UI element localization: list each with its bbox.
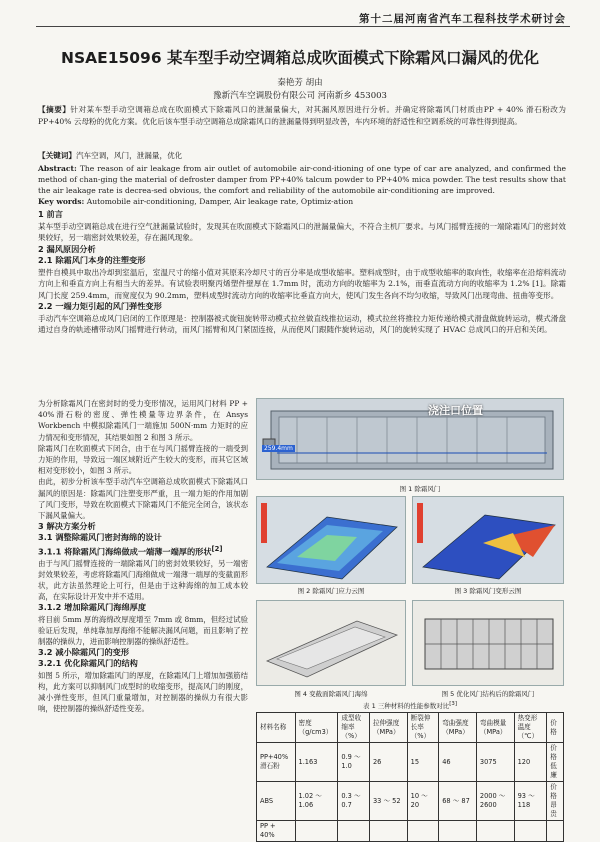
table-cell: 120 [514, 743, 547, 782]
left-para-2: 除霜风门在吹面模式下闭合，由于在与风门摇臂连接的一端受到力矩的作用，导致远一端区域附近产生较大的变形，而其它区域相对变形较小，如图 3 所示。 [38, 443, 248, 476]
table-cell [439, 821, 477, 842]
abstract-cn [38, 104, 566, 127]
figure-4-image [256, 600, 406, 686]
table-cell [514, 821, 547, 842]
keywords-en-label: Key words: [38, 197, 85, 206]
table-header-cell: 弯曲强度（MPa） [439, 713, 477, 743]
variable-section-foam [257, 601, 407, 687]
table-1-caption-ref: [3] [449, 701, 457, 707]
running-header: 第十二届河南省汽车工程科技学术研讨会 [359, 13, 566, 25]
abstract-cn-text: 针对某车型手动空调箱总成在吹面模式下除霜风口的泄漏量偏大，对其漏风原因进行分析。并确定将除霜风门材质由PP + 40% 滑石粉改为PP+40% 云母粉的优化方案。优化后该车型手动空调箱总成除霜风口的泄漏量得到明显改善，车内环境的舒适性和空调系统的可靠性得到提高。 [38, 105, 566, 126]
header-rule [36, 26, 570, 27]
table-cell [295, 821, 338, 842]
figure-3-image [412, 496, 564, 584]
table-header-cell: 材料名称 [257, 713, 296, 743]
table-cell: 0.3 ～ 0.7 [338, 782, 370, 821]
left-para-1: 为分析除霜风门在密封时的受力变形情况，运用风门材料 PP + 40%滑石粉的密度、弹性模量等边界条件，在 Ansys Workbench 中模拟除霜风门一端施加 500N·mm 力矩时的应力情况和变形情况，其结果如图 2 和图 3 所示。 [38, 399, 248, 442]
table-cell: 2000 ～ 2600 [476, 782, 514, 821]
material-table [256, 712, 564, 842]
table-cell: 15 [407, 743, 439, 782]
table-cell: 1.02 ～ 1.06 [295, 782, 338, 821]
damper-drawing [257, 399, 565, 481]
left-para-4: 由于与风门摇臂连接的一端除霜风门的密封效果较好，另一端密封效果较差，考虑将除霜风门海绵做成一端薄一端厚的变截面形状，此方法虽然理论上可行，但是由于这种海绵的加工成本较高，在实际设计开发中并不适用。 [38, 558, 248, 602]
left-para-5: 将目前 5mm 厚的海绵改厚度增至 7mm 或 8mm，但经过试验验证后发现，单纯靠加厚海绵不能解决漏风问题，而且影响了控制器的操纵力，进而影响控制器的操纵舒适性。 [38, 614, 248, 646]
table-cell [547, 821, 564, 842]
figure-4-caption: 图 4 变截面除霜风门海绵 [294, 690, 368, 698]
table-header-cell: 成型收缩率（%） [338, 713, 370, 743]
keywords-cn-label: 【关键词】 [38, 151, 76, 160]
abstract-cn-label: 【摘要】 [38, 105, 71, 114]
table-cell [407, 821, 439, 842]
table-cell: 68 ～ 87 [439, 782, 477, 821]
section-2-2-text: 手动汽车空调箱总成风门启闭的工作原理是：控制器被式旋钮旋转带动模式拉丝做直线推拉运动，模式拉丝将推拉力矩传递给模式滑盘做旋转运动，模式滑盘通过自身的轨迹槽带动风门摇臂进行转动，而风门摇臂和风门紧固连接，从而使风门跟随作旋转运动，风门的旋转实现了 HVAC 总成风口的开启和关闭。 [38, 313, 566, 334]
section-3-1-1-title-text: 3.1.1 将除霜风门海绵做成一端薄一端厚的形状 [38, 546, 212, 557]
paper-title: NSAE15096 某车型手动空调箱总成吹面模式下除霜风口漏风的优化 [60, 49, 540, 67]
table-row [257, 821, 564, 842]
figure-2-image [256, 496, 406, 584]
figure-1-image [256, 398, 564, 480]
table-cell: 33 ～ 52 [369, 782, 407, 821]
table-cell: 93 ～ 118 [514, 782, 547, 821]
section-3-1-1-title [38, 544, 248, 558]
table-cell: 0.9 ～ 1.0 [338, 743, 370, 782]
table-cell: PP+40% 滑石粉 [257, 743, 296, 782]
gate-location-label: 浇注口位置 [428, 404, 483, 417]
keywords-cn [38, 150, 566, 162]
table-row [257, 743, 564, 782]
table-cell: PP + 40% [257, 821, 296, 842]
section-2-1-title: 2.1 除霜风门本身的注塑变形 [38, 255, 146, 265]
table-header-row [257, 713, 564, 743]
table-header-cell: 价格 [547, 713, 564, 743]
section-2-1-text: 塑件自模具中取出冷却到室温后，室温尺寸的缩小值对其原来冷却尺寸的百分率是成型收缩率。塑料成型时，由于成型收缩率的取向性，收缩率在沿熔料流动方向上和垂直方向上有相当大的差异。有试验表明聚丙烯塑件壁厚在 1.7mm 时，流动方向的收缩率为 2.1%，而垂直流动方向的收缩率为 1.2% [1]。除霜风门长度 259.4mm，而宽度仅为 90.2mm，塑料成型时流动方向的收缩率比垂直方向大，使风门发生各向不均匀收缩，导致风门出现弯曲、扭曲等变形。 [38, 267, 566, 300]
table-cell [476, 821, 514, 842]
fig1-dimension-label: 259.4mm [264, 445, 293, 452]
table-cell: 3075 [476, 743, 514, 782]
section-1 [38, 209, 566, 336]
table-cell: 26 [369, 743, 407, 782]
paper-affiliation: 豫新汽车空调股份有限公司 河南新乡 453003 [213, 91, 387, 101]
figure-5-caption: 图 5 优化风门结构后的除霜风门 [441, 690, 535, 698]
deformation-contour [413, 497, 565, 585]
paper-authors: 秦艳芳 胡由 [277, 78, 323, 88]
figure-2-caption: 图 2 除霜风门应力云图 [297, 587, 365, 595]
left-para-3: 由此，初步分析该车型手动汽车空调箱总成吹面模式下除霜风口漏风的原因是：除霜风门注塑变形严重，且一端力矩的作用加剧了风门变形，导致在吹面模式下除霜风门不能完全闭合，该状态下漏风量偏大。 [38, 477, 248, 521]
section-2-2-title: 2.2 一端力矩引起的风门弹性变形 [38, 301, 162, 311]
figure-3-caption: 图 3 除霜风门变形云图 [454, 587, 522, 595]
abstract-en-label: Abstract: [38, 164, 77, 173]
table-cell [369, 821, 407, 842]
section-3-2-title: 3.2 减小除霜风门的变形 [38, 647, 130, 658]
section-1-title: 1 前言 [38, 209, 63, 219]
abstract-en [38, 163, 566, 196]
section-3-title: 3 解决方案分析 [38, 521, 96, 532]
section-3-1-2-title: 3.1.2 增加除霜风门海绵厚度 [38, 602, 147, 613]
table-cell: 价格低廉 [547, 743, 564, 782]
table-header-cell: 热变形温度（℃） [514, 713, 547, 743]
figure-5-image [412, 600, 564, 686]
table-header-cell: 弯曲模量（MPa） [476, 713, 514, 743]
table-cell: 10 ～ 20 [407, 782, 439, 821]
table-1-caption [300, 701, 520, 710]
section-3-2-1-title: 3.2.1 优化除霜风门的结构 [38, 658, 138, 669]
stress-contour [257, 497, 407, 585]
section-2-title: 2 漏风原因分析 [38, 243, 96, 254]
keywords-en [38, 196, 566, 208]
table-1-caption-text: 表 1 三种材料的性能参数对比 [363, 702, 450, 711]
table-cell: 46 [439, 743, 477, 782]
figure-1-caption: 图 1 除霜风门 [399, 485, 441, 493]
section-3-1-title: 3.1 调整除霜风门密封海绵的设计 [38, 532, 162, 543]
keywords-cn-text: 汽车空调，风门，泄漏量，优化 [75, 151, 183, 160]
abstract-en-text: The reason of air leakage from air outlet of automobile air-cond-itioning of one type of car are analyzed, and confirmed the method of chan-ging the material of defroster damper from PP+40% talcum powder to PP+40% mica powder. The test results show that the air leakage rate is decrea-sed obvious, the comfort and reliability of the automobile air-conditioning are improved. [38, 164, 566, 195]
keywords-en-text: Automobile air-conditioning, Damper, Air leakage rate, Optimiz-ation [86, 197, 354, 206]
table-header-cell: 拉伸强度（MPa） [369, 713, 407, 743]
table-cell: 价格昂贵 [547, 782, 564, 821]
left-para-6: 如图 5 所示，增加除霜风门的厚度，在除霜风门上增加加强筋结构，此方案可以抑制风门成型时的收缩变形，提高风门的刚度，减小弹性变形，但风门重量增加，对控制器的操纵力有很大影响，使控制器的操纵舒适性变差。 [38, 670, 248, 714]
ribbed-damper [413, 601, 565, 687]
table-cell: ABS [257, 782, 296, 821]
section-1-text: 某车型手动空调箱总成在进行空气泄漏量试验时，发现其在吹面模式下除霜风口的泄漏量偏大，不符合主机厂要求。与风门摇臂连接的一端除霜风门的密封效果较好，另一端密封效果较差，存在漏风现象。 [38, 221, 566, 242]
left-column [38, 398, 248, 714]
table-row [257, 782, 564, 821]
table-cell: 1.163 [295, 743, 338, 782]
table-header-cell: 断裂伸长率（%） [407, 713, 439, 743]
table-header-cell: 密度（g/cm3） [295, 713, 338, 743]
section-3-1-1-ref: [2] [211, 544, 223, 553]
table-cell [338, 821, 370, 842]
